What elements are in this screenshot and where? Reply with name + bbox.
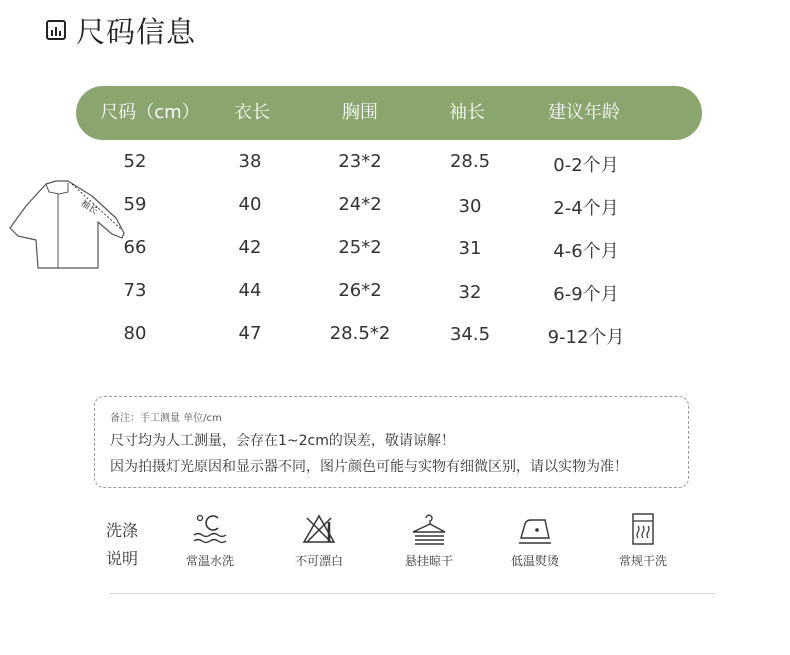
no-bleach-icon <box>299 512 339 546</box>
cell-length: 40 <box>238 194 262 215</box>
chart-icon <box>46 20 66 40</box>
cell-age: 2-4个月 <box>553 198 619 219</box>
dry-clean-icon <box>623 512 663 546</box>
care-label: 低温熨烫 <box>510 554 559 568</box>
cell-size: 59 <box>123 194 147 215</box>
care-title-line-1: 洗涤 <box>106 521 139 540</box>
cell-size: 80 <box>123 323 147 344</box>
hang-dry-icon <box>409 512 449 546</box>
care-label: 悬挂晾干 <box>404 554 453 568</box>
cell-age: 4-6个月 <box>553 241 619 262</box>
page-title: 尺码信息 <box>76 15 197 49</box>
sleeve-label: 袖长 <box>78 198 100 217</box>
cell-chest: 24*2 <box>338 194 382 215</box>
header-sleeve: 袖长 <box>449 102 485 123</box>
cell-size: 66 <box>123 237 147 258</box>
cell-sleeve: 32 <box>458 282 482 303</box>
cell-sleeve: 30 <box>458 196 482 217</box>
cell-chest: 23*2 <box>338 151 382 172</box>
cell-size: 52 <box>123 151 147 172</box>
warm-water-wash-icon <box>190 512 230 546</box>
care-item-warm-wash <box>165 512 255 569</box>
note-line-1: 尺寸均为人工测量，会存在1~2cm的误差，敬请谅解！ <box>110 433 455 449</box>
header-length: 衣长 <box>234 102 270 123</box>
care-item-dry-clean <box>598 512 688 569</box>
cell-age: 6-9个月 <box>553 284 619 305</box>
divider <box>110 593 716 594</box>
low-iron-icon <box>515 512 555 546</box>
cell-sleeve: 28.5 <box>449 151 491 172</box>
cell-length: 44 <box>238 280 262 301</box>
header-age: 建议年龄 <box>548 102 620 123</box>
cell-sleeve: 34.5 <box>449 324 491 345</box>
header-chest: 胸围 <box>342 102 378 123</box>
cell-length: 42 <box>238 237 262 258</box>
care-item-hang-dry <box>384 512 474 569</box>
care-item-no-bleach <box>274 512 364 569</box>
cell-chest: 25*2 <box>338 237 382 258</box>
cell-age: 9-12个月 <box>547 327 625 348</box>
cell-length: 47 <box>238 323 262 344</box>
header-size: 尺码（cm） <box>100 102 200 123</box>
cell-sleeve: 31 <box>458 238 482 259</box>
care-title-line-2: 说明 <box>106 549 139 568</box>
table-header <box>76 86 702 140</box>
note-caption: 备注：手工测量 单位/cm <box>110 413 222 424</box>
care-label: 不可漂白 <box>294 554 343 568</box>
cell-age: 0-2个月 <box>553 155 619 176</box>
care-label: 常温水洗 <box>185 554 234 568</box>
jacket-diagram <box>6 178 131 273</box>
note-line-2: 因为拍摄灯光原因和显示器不同，图片颜色可能与实物有细微区别，请以实物为准！ <box>110 459 628 475</box>
care-label: 常规干洗 <box>618 554 667 568</box>
cell-size: 73 <box>123 280 147 301</box>
cell-chest: 26*2 <box>338 280 382 301</box>
cell-chest: 28.5*2 <box>329 323 391 344</box>
cell-length: 38 <box>238 151 262 172</box>
care-item-low-iron <box>490 512 580 569</box>
